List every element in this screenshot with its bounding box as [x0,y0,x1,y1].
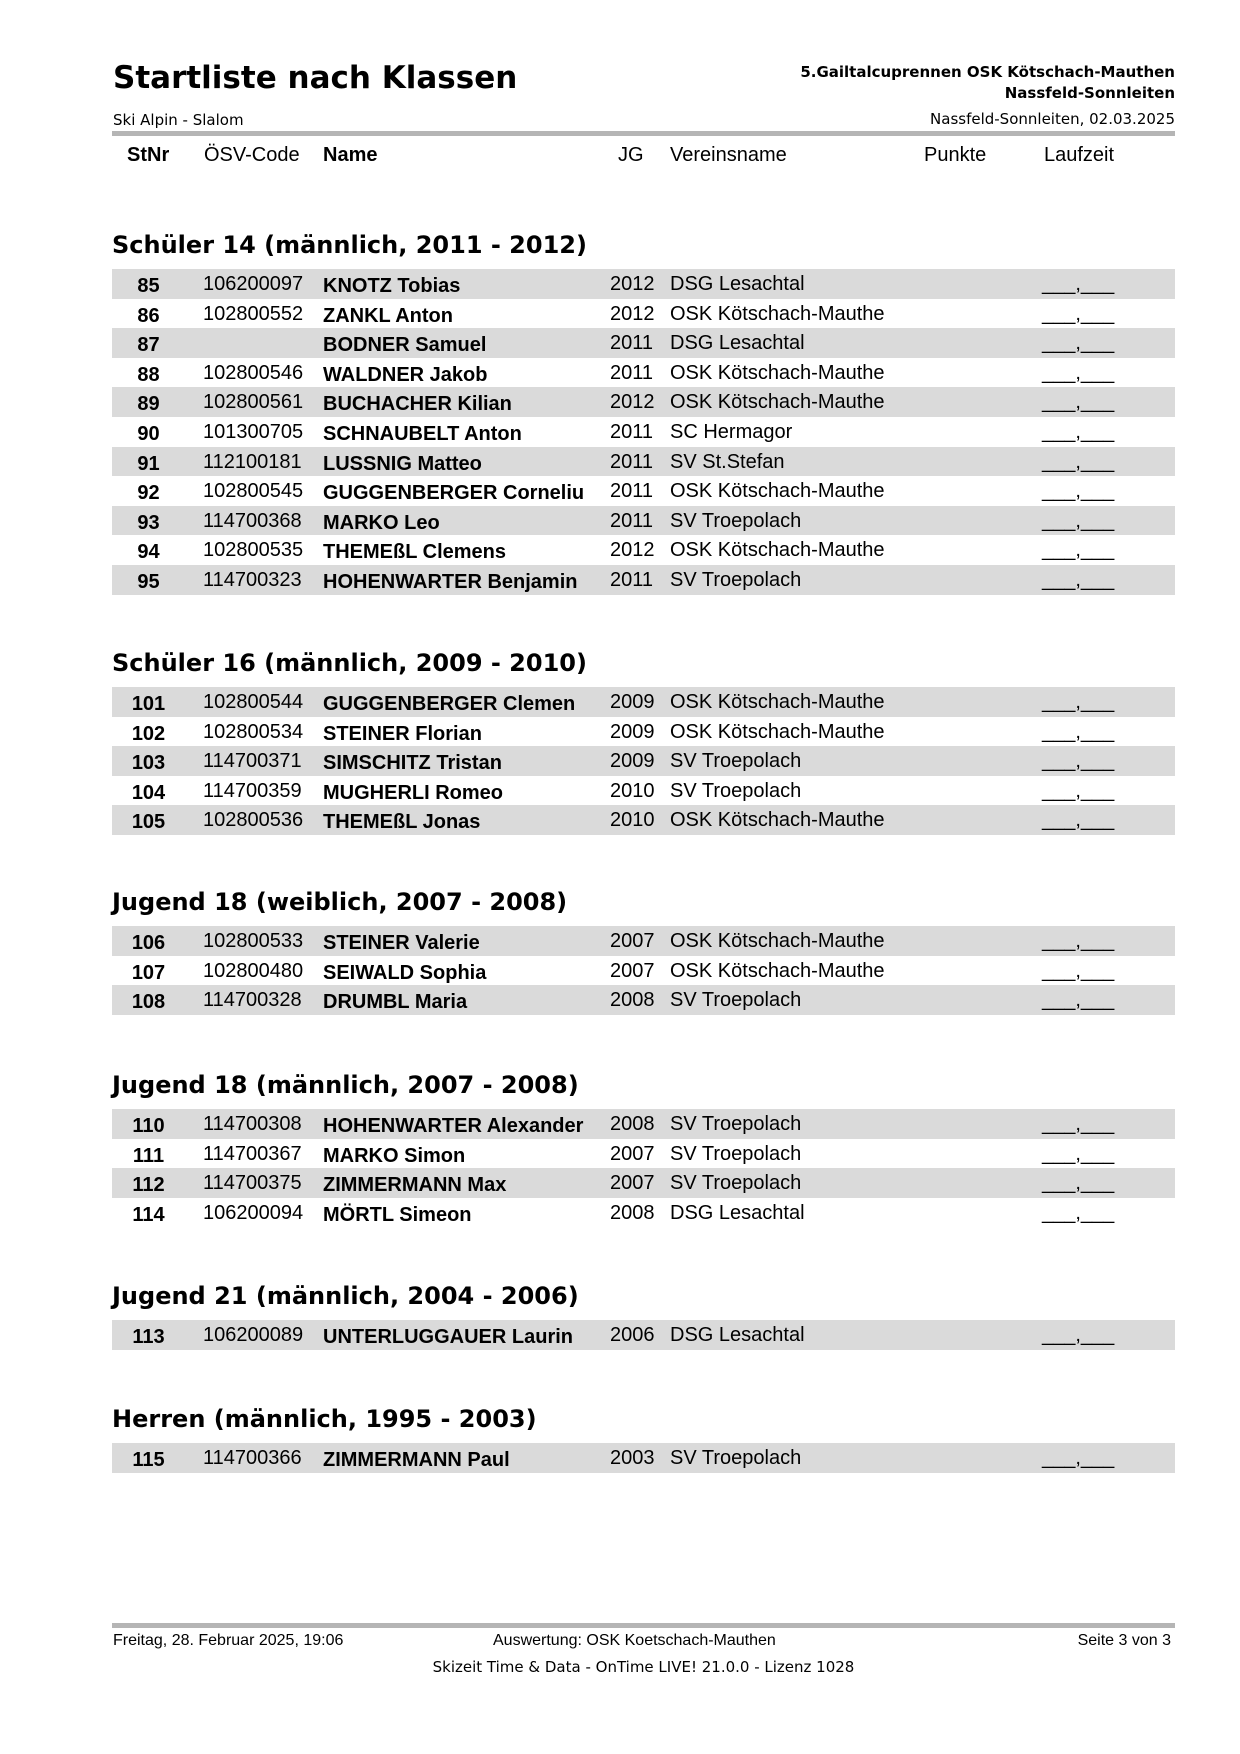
venue-date: Nassfeld-Sonnleiten, 02.03.2025 [930,110,1175,128]
run-time-blank: ___,___ [1042,750,1115,773]
run-time-blank: ___,___ [1042,302,1115,325]
class-section [112,227,1175,595]
column-header-osv-code: ÖSV-Code [204,144,300,166]
club-name: OSK Kötschach-Mauthe [670,302,885,325]
club-name: SV Troepolach [670,509,802,532]
table-row [112,717,1175,747]
start-number: 110 [132,1115,165,1137]
osv-code: 114700308 [203,1113,302,1135]
athlete-name: GUGGENBERGER Clemen [323,693,576,715]
osv-code: 102800544 [203,691,304,713]
event-name: 5.Gailtalcuprennen OSK Kötschach-Mauthen [800,63,1175,81]
class-section [112,645,1175,835]
run-time-blank: ___,___ [1042,391,1115,414]
osv-code: 114700323 [203,568,302,591]
club-name: DSG Lesachtal [670,1324,805,1346]
table-row [112,926,1175,956]
table-row [112,1443,1175,1473]
run-time-blank: ___,___ [1042,809,1115,832]
footer-divider [112,1623,1175,1628]
table-row [112,1139,1175,1169]
osv-code: 114700366 [203,1447,302,1469]
birth-year: 2011 [610,568,654,591]
start-number: 111 [132,1144,165,1167]
table-row [112,1198,1175,1228]
class-title: Schüler 14 (männlich, 2011 - 2012) [112,231,587,259]
club-name: OSK Kötschach-Mauthe [670,720,885,743]
osv-code: 114700371 [203,750,302,773]
page-number: Seite 3 von 3 [1077,1632,1171,1649]
run-time-blank: ___,___ [1042,420,1115,443]
club-name: OSK Kötschach-Mauthe [670,539,885,562]
club-name: OSK Kötschach-Mauthe [670,361,885,384]
table-row [112,476,1175,506]
birth-year: 2010 [610,779,655,802]
birth-year: 2011 [610,450,654,473]
club-name: SC Hermagor [670,420,793,443]
run-time-blank: ___,___ [1042,568,1115,591]
table-row [112,417,1175,447]
athlete-name: DRUMBL Maria [323,991,468,1014]
run-time-blank: ___,___ [1042,930,1115,952]
table-row [112,535,1175,565]
athlete-name: ZIMMERMANN Paul [323,1449,510,1471]
start-number: 88 [137,363,160,386]
column-header-laufzeit: Laufzeit [1044,144,1115,166]
birth-year: 2010 [610,809,655,832]
table-row [112,447,1175,477]
run-time-blank: ___,___ [1042,1172,1115,1195]
start-number: 86 [137,304,160,327]
osv-code: 114700375 [203,1172,302,1195]
club-name: SV Troepolach [670,1142,802,1165]
page-title: Startliste nach Klassen [113,60,518,96]
event-location: Nassfeld-Sonnleiten [1004,84,1175,102]
start-number: 112 [132,1174,165,1197]
table-row [112,805,1175,835]
birth-year: 2007 [610,1172,655,1195]
table-row [112,1320,1175,1350]
osv-code: 102800533 [203,930,304,952]
table-row [112,358,1175,388]
birth-year: 2009 [610,750,655,773]
run-time-blank: ___,___ [1042,480,1115,503]
table-row [112,328,1175,358]
class-title: Herren (männlich, 1995 - 2003) [112,1405,537,1433]
birth-year: 2009 [610,720,655,743]
run-time-blank: ___,___ [1042,779,1115,802]
osv-code: 101300705 [203,420,304,443]
birth-year: 2006 [610,1324,655,1346]
club-name: SV Troepolach [670,750,802,773]
birth-year: 2011 [610,420,654,443]
table-row [112,1109,1175,1139]
birth-year: 2012 [610,302,655,325]
athlete-name: ZANKL Anton [323,304,453,327]
osv-code: 114700368 [203,509,302,532]
start-number: 114 [132,1203,165,1226]
start-number: 115 [132,1449,165,1471]
class-section [112,884,1175,1015]
club-name: SV Troepolach [670,1172,802,1195]
start-number: 93 [137,511,160,534]
birth-year: 2011 [610,361,654,384]
birth-year: 2011 [610,332,654,355]
table-row [112,985,1175,1015]
club-name: DSG Lesachtal [670,1201,805,1224]
run-time-blank: ___,___ [1042,450,1115,473]
club-name: SV Troepolach [670,568,802,591]
start-number: 95 [137,570,160,593]
column-header-verein: Vereinsname [670,144,787,166]
table-row [112,269,1175,299]
osv-code: 102800534 [203,720,304,743]
osv-code: 102800535 [203,539,304,562]
start-number: 108 [131,991,166,1014]
club-name: OSK Kötschach-Mauthe [670,480,885,503]
start-number: 94 [137,541,160,564]
table-row [112,687,1175,717]
athlete-name: MARKO Simon [323,1144,466,1167]
osv-code: 112100181 [203,450,302,473]
run-time-blank: ___,___ [1042,989,1115,1012]
run-time-blank: ___,___ [1042,1324,1115,1346]
class-section [112,1278,1175,1350]
column-header-name: Name [323,144,378,166]
athlete-name: STEINER Florian [323,722,482,745]
table-row [112,387,1175,417]
club-name: OSK Kötschach-Mauthe [670,930,885,952]
birth-year: 2012 [610,391,655,414]
athlete-name: SEIWALD Sophia [323,961,487,984]
birth-year: 2003 [610,1447,655,1469]
osv-code: 106200094 [203,1201,304,1224]
start-number: 92 [137,482,160,505]
osv-code: 114700359 [203,779,302,802]
table-row [112,299,1175,329]
run-time-blank: ___,___ [1042,959,1115,982]
osv-code: 114700367 [203,1142,302,1165]
column-header-stnr: StNr [127,144,170,166]
table-row [112,776,1175,806]
auswertung-label: Auswertung: OSK Koetschach-Mauthen [493,1632,776,1649]
run-time-blank: ___,___ [1042,1142,1115,1165]
birth-year: 2007 [610,959,655,982]
class-title: Jugend 18 (weiblich, 2007 - 2008) [112,888,568,916]
column-header-punkte: Punkte [924,144,987,166]
run-time-blank: ___,___ [1042,509,1115,532]
class-title: Schüler 16 (männlich, 2009 - 2010) [112,649,587,677]
athlete-name: HOHENWARTER Benjamin [323,570,578,593]
start-number: 90 [137,422,160,445]
start-number: 105 [131,811,166,834]
club-name: SV Troepolach [670,989,802,1012]
club-name: OSK Kötschach-Mauthe [670,809,885,832]
start-number: 89 [137,393,160,416]
athlete-name: UNTERLUGGAUER Laurin [323,1326,573,1348]
print-timestamp: Freitag, 28. Februar 2025, 19:06 [113,1632,344,1649]
club-name: SV Troepolach [670,1447,802,1469]
column-header-jg: JG [618,144,644,166]
table-row [112,506,1175,536]
birth-year: 2007 [610,1142,655,1165]
athlete-name: SIMSCHITZ Tristan [323,752,502,775]
athlete-name: HOHENWARTER Alexander [323,1115,584,1137]
run-time-blank: ___,___ [1042,539,1115,562]
birth-year: 2012 [610,273,655,295]
birth-year: 2009 [610,691,655,713]
athlete-name: WALDNER Jakob [323,363,488,386]
software-license: Skizeit Time & Data - OnTime LIVE! 21.0.0 - Lizenz 1028 [432,1658,855,1676]
club-name: DSG Lesachtal [670,332,805,355]
header-divider [112,131,1175,136]
osv-code: 102800545 [203,480,304,503]
table-row [112,956,1175,986]
athlete-name: LUSSNIG Matteo [323,452,482,475]
birth-year: 2011 [610,509,654,532]
athlete-name: BUCHACHER Kilian [323,393,512,416]
athlete-name: MUGHERLI Romeo [323,781,503,804]
start-number: 106 [131,932,166,954]
athlete-name: THEMEßL Clemens [323,541,506,564]
run-time-blank: ___,___ [1042,1113,1115,1135]
athlete-name: GUGGENBERGER Corneliu [323,482,585,505]
athlete-name: MARKO Leo [323,511,440,534]
discipline-subtitle: Ski Alpin - Slalom [113,111,244,129]
start-number: 104 [131,781,166,804]
osv-code: 102800561 [203,391,304,414]
club-name: SV Troepolach [670,1113,802,1135]
run-time-blank: ___,___ [1042,332,1115,355]
club-name: SV Troepolach [670,779,802,802]
run-time-blank: ___,___ [1042,361,1115,384]
club-name: OSK Kötschach-Mauthe [670,959,885,982]
athlete-name: BODNER Samuel [323,334,487,357]
birth-year: 2007 [610,930,655,952]
run-time-blank: ___,___ [1042,1447,1115,1469]
osv-code: 106200089 [203,1324,304,1346]
start-number: 102 [131,722,166,745]
club-name: SV St.Stefan [670,450,785,473]
class-section [112,1401,1175,1473]
athlete-name: SCHNAUBELT Anton [323,422,522,445]
osv-code: 102800546 [203,361,304,384]
athlete-name: STEINER Valerie [323,932,480,954]
athlete-name: KNOTZ Tobias [323,275,461,297]
osv-code: 102800480 [203,959,304,982]
osv-code: 102800536 [203,809,304,832]
athlete-name: MÖRTL Simeon [323,1203,472,1226]
birth-year: 2012 [610,539,655,562]
class-section [112,1067,1175,1227]
birth-year: 2008 [610,989,655,1012]
run-time-blank: ___,___ [1042,273,1115,295]
club-name: OSK Kötschach-Mauthe [670,691,885,713]
run-time-blank: ___,___ [1042,720,1115,743]
table-row [112,746,1175,776]
run-time-blank: ___,___ [1042,1201,1115,1224]
birth-year: 2008 [610,1201,655,1224]
birth-year: 2008 [610,1113,655,1135]
table-row [112,565,1175,595]
start-number: 113 [132,1326,165,1348]
table-row [112,1168,1175,1198]
club-name: DSG Lesachtal [670,273,805,295]
birth-year: 2011 [610,480,654,503]
club-name: OSK Kötschach-Mauthe [670,391,885,414]
athlete-name: THEMEßL Jonas [323,811,481,834]
class-title: Jugend 21 (männlich, 2004 - 2006) [112,1282,579,1310]
run-time-blank: ___,___ [1042,691,1115,713]
start-number: 87 [137,334,160,357]
athlete-name: ZIMMERMANN Max [323,1174,507,1197]
start-number: 101 [131,693,166,715]
class-title: Jugend 18 (männlich, 2007 - 2008) [112,1071,579,1099]
start-number: 91 [137,452,160,475]
osv-code: 106200097 [203,273,304,295]
start-number: 107 [131,961,166,984]
start-number: 103 [131,752,166,775]
osv-code: 114700328 [203,989,302,1012]
osv-code: 102800552 [203,302,304,325]
start-number: 85 [137,275,160,297]
